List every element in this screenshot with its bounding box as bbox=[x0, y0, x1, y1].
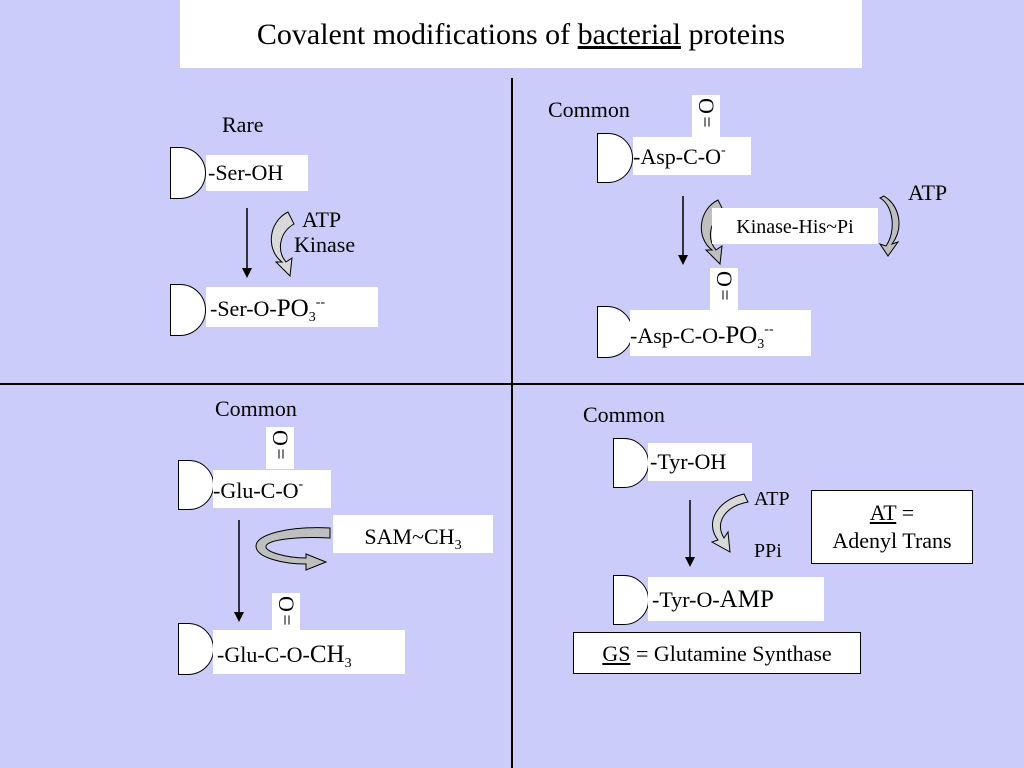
page-title: Covalent modifications of bacterial proteins bbox=[180, 0, 862, 68]
product-label: -Tyr-O-AMP bbox=[648, 577, 824, 621]
product-label: $-Glu-C-O-CH_3$ bbox=[213, 630, 405, 674]
rarity-label: Common bbox=[215, 396, 297, 421]
product-label: $-Asp-C-O-PO_3^{--}$ bbox=[630, 310, 811, 356]
carbonyl-oxygen: O = bbox=[710, 268, 738, 310]
abbreviation-box: GS = Glutamine Synthase bbox=[573, 632, 861, 674]
residue-label: -Asp-C-O- bbox=[633, 137, 751, 175]
rarity-label: Common bbox=[583, 402, 665, 427]
abbreviation-box: AT = Adenyl Trans bbox=[811, 490, 973, 564]
enzyme-label: Kinase-His~Pi bbox=[712, 208, 878, 244]
enzyme-label: Kinase bbox=[294, 232, 356, 257]
carbonyl-oxygen: O = bbox=[266, 427, 294, 469]
residue-label: -Ser-OH bbox=[206, 155, 308, 191]
atp-label: ATP bbox=[302, 207, 342, 232]
atp-label: ATP bbox=[754, 488, 790, 510]
atp-label: ATP bbox=[908, 180, 948, 205]
rarity-label: Rare bbox=[222, 112, 264, 137]
curved-arrow bbox=[271, 212, 294, 276]
carbonyl-oxygen: O = bbox=[272, 593, 300, 635]
rarity-label: Common bbox=[548, 97, 630, 122]
methyl-donor-label: $SAM\sim CH_3$ bbox=[333, 515, 493, 553]
ppi-label: PPi bbox=[754, 540, 782, 562]
carbonyl-oxygen: O = bbox=[692, 95, 720, 137]
residue-label: -Tyr-OH bbox=[648, 443, 752, 481]
product-label: $-Ser-O-PO_3^{--}$ bbox=[206, 287, 378, 327]
curved-arrow bbox=[880, 196, 899, 256]
curved-arrow bbox=[712, 494, 748, 552]
curved-arrow bbox=[256, 528, 330, 570]
residue-label: -Glu-C-O- bbox=[213, 470, 331, 508]
